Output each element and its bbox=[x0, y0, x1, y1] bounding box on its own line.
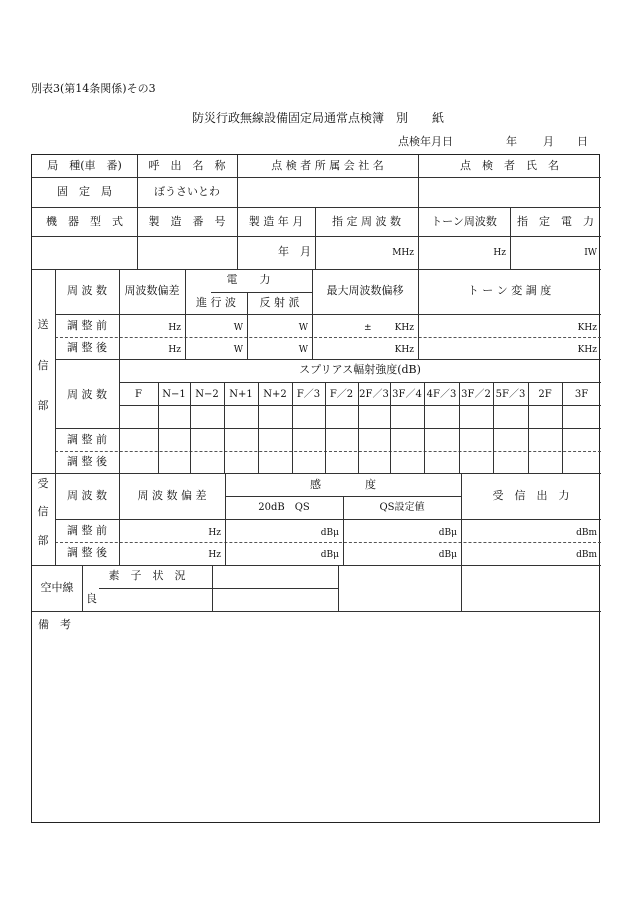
freq-unit-mhz: MHz bbox=[392, 248, 414, 258]
tx-section-char-1: 送 bbox=[37, 318, 49, 331]
serial-label: 製 造 番 号 bbox=[148, 215, 226, 228]
spurious-after-label: 調 整 後 bbox=[67, 455, 107, 468]
rx-qs-setting-label: QS設定値 bbox=[379, 502, 425, 513]
rx-after-dbm: dBm bbox=[576, 550, 597, 560]
tx-frequency-label: 周 波 数 bbox=[67, 284, 107, 297]
spurious-col-header: N+2 bbox=[263, 389, 287, 400]
model-label: 機 器 型 式 bbox=[46, 215, 123, 228]
tx-reflected-label: 反 射 派 bbox=[259, 296, 300, 309]
tx-section-char-3: 部 bbox=[37, 399, 49, 412]
mfg-year-month: 年 月 bbox=[278, 245, 311, 258]
rx-output-label: 受 信 出 力 bbox=[492, 489, 570, 502]
tx-after-tone-khz: KHz bbox=[577, 345, 597, 355]
spurious-col-header: 4F／3 bbox=[426, 389, 457, 400]
spurious-col-header: N−1 bbox=[162, 389, 186, 400]
tx-power-label: 電 力 bbox=[226, 273, 271, 286]
station-type-label: 局 種(車 番) bbox=[47, 159, 122, 172]
spurious-col-header: F／2 bbox=[329, 389, 354, 400]
tx-after-label: 調 整 後 bbox=[67, 341, 107, 354]
tx-before-maxdev-khz: KHz bbox=[394, 323, 414, 333]
tx-before-tone-khz: KHz bbox=[577, 323, 597, 333]
tx-before-hz: Hz bbox=[168, 323, 181, 333]
spurious-col-header: F／3 bbox=[296, 389, 321, 400]
spurious-col-header: 3F／2 bbox=[461, 389, 491, 400]
rx-section-char-1: 受 bbox=[37, 477, 49, 490]
spurious-col-header: 3F bbox=[574, 389, 589, 400]
rx-sensitivity-label: 感 度 bbox=[310, 478, 376, 491]
tx-section-char-2: 信 bbox=[37, 359, 49, 372]
table-reference: 別表3(第14条関係)その3 bbox=[31, 82, 156, 95]
tx-after-ref-w: W bbox=[298, 345, 308, 355]
callsign-label: 呼 出 名 称 bbox=[148, 159, 226, 172]
inspection-date-label: 点検年月日 bbox=[398, 135, 453, 148]
rx-section-char-3: 部 bbox=[37, 534, 49, 547]
spurious-col-header: 3F／4 bbox=[392, 389, 422, 400]
assigned-power-label: 指 定 電 力 bbox=[517, 215, 594, 228]
tx-before-pm: ± bbox=[364, 323, 372, 333]
antenna-label: 空中線 bbox=[40, 581, 74, 594]
tx-before-ref-w: W bbox=[298, 323, 308, 333]
tx-after-maxdev-khz: KHz bbox=[394, 345, 414, 355]
tx-deviation-label: 周波数偏差 bbox=[124, 284, 180, 297]
remarks-label: 備 考 bbox=[38, 618, 71, 631]
spurious-col-header: 2F bbox=[538, 389, 552, 400]
spurious-before-label: 調 整 前 bbox=[67, 433, 107, 446]
tx-after-fwd-w: W bbox=[233, 345, 243, 355]
rx-20db-qs-label: 20dB QS bbox=[258, 502, 310, 513]
rx-after-qs-dbu: dBμ bbox=[320, 550, 339, 560]
tx-max-deviation-label: 最大周波数偏移 bbox=[326, 284, 404, 297]
tx-after-hz: Hz bbox=[168, 345, 181, 355]
rx-before-set-dbu: dBμ bbox=[438, 528, 457, 538]
rx-deviation-label: 周 波 数 偏 差 bbox=[137, 489, 207, 502]
rx-before-qs-dbu: dBμ bbox=[320, 528, 339, 538]
spurious-frequency-label: 周 波 数 bbox=[67, 388, 107, 401]
tx-before-fwd-w: W bbox=[233, 323, 243, 333]
date-day: 日 bbox=[577, 135, 588, 148]
callsign-value: ぼうさいとわ bbox=[154, 185, 220, 198]
tone-unit-hz: Hz bbox=[493, 248, 506, 258]
assigned-freq-label: 指 定 周 波 数 bbox=[332, 215, 401, 228]
tx-before-label: 調 整 前 bbox=[67, 319, 107, 332]
rx-before-label: 調 整 前 bbox=[67, 524, 107, 537]
spurious-col-header: 5F／3 bbox=[495, 389, 526, 400]
page-title: 防災行政無線設備固定局通常点検簿 別 紙 bbox=[192, 111, 445, 125]
inspector-label: 点 検 者 氏 名 bbox=[460, 159, 559, 172]
spurious-title: スプリアス輻射強度(dB) bbox=[299, 363, 421, 376]
antenna-good: 良 bbox=[86, 592, 97, 605]
spurious-col-header: N+1 bbox=[229, 389, 253, 400]
antenna-element-label: 素 子 状 況 bbox=[108, 569, 186, 582]
date-year: 年 bbox=[506, 135, 517, 148]
rx-before-dbm: dBm bbox=[576, 528, 597, 538]
rx-section-char-2: 信 bbox=[37, 505, 49, 518]
inspection-form bbox=[31, 154, 600, 823]
company-field[interactable] bbox=[238, 178, 418, 207]
tx-tone-mod-label: ト ー ン 変 調 度 bbox=[467, 284, 552, 297]
inspector-field[interactable] bbox=[419, 178, 601, 207]
rx-frequency-label: 周 波 数 bbox=[67, 489, 107, 502]
station-type-value: 固 定 局 bbox=[57, 185, 112, 198]
rx-after-label: 調 整 後 bbox=[67, 546, 107, 559]
spurious-col-header: F bbox=[135, 389, 142, 400]
power-unit-iw: IW bbox=[584, 248, 597, 258]
rx-after-hz: Hz bbox=[208, 550, 221, 560]
tone-freq-label: トーン周波数 bbox=[431, 215, 497, 228]
rx-before-hz: Hz bbox=[208, 528, 221, 538]
spurious-col-header: 2F／3 bbox=[359, 389, 389, 400]
date-month: 月 bbox=[543, 135, 554, 148]
mfg-date-label: 製 造 年 月 bbox=[248, 215, 304, 228]
remarks-field[interactable] bbox=[33, 635, 599, 821]
tx-forward-label: 進 行 波 bbox=[196, 296, 236, 309]
company-label: 点 検 者 所 属 会 社 名 bbox=[271, 159, 384, 172]
spurious-col-header: N−2 bbox=[195, 389, 219, 400]
rx-after-set-dbu: dBμ bbox=[438, 550, 457, 560]
